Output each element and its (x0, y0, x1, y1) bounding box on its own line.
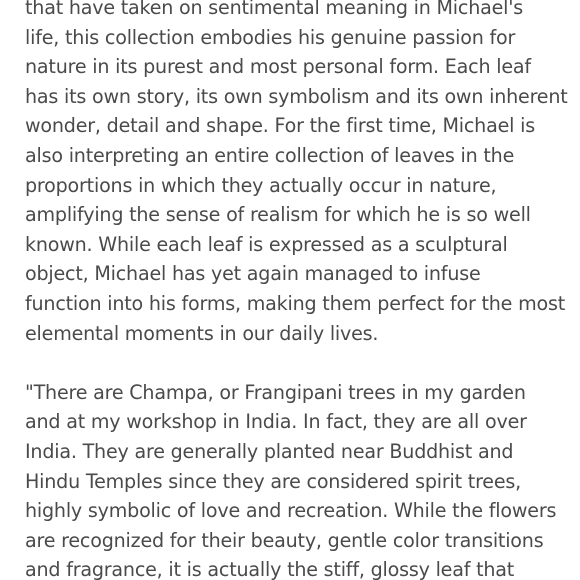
text-line: has its own story, its own symbolism and its own inherent (25, 84, 568, 108)
text-line: function into his forms, making them perfect for the most (25, 291, 565, 315)
text-line: are recognized for their beauty, gentle color transitions (25, 528, 544, 552)
article-body (25, 0, 568, 580)
text-line: life, this collection embodies his genuine passion for (25, 25, 516, 49)
text-line: elemental moments in our daily lives. (25, 321, 379, 345)
text-line: nature in its purest and most personal form. Each leaf (25, 55, 531, 79)
text-line: India. They are generally planted near Buddhist and (25, 439, 514, 463)
text-line: proportions in which they actually occur in nature, (25, 173, 497, 197)
text-line: "There are Champa, or Frangipani trees in my garden (25, 380, 526, 404)
text-line: wonder, detail and shape. For the first time, Michael is (25, 114, 535, 138)
text-line: highly symbolic of love and recreation. While the flowers (25, 499, 557, 523)
text-line: Hindu Temples since they are considered spirit trees, (25, 469, 522, 493)
text-line: and at my workshop in India. In fact, they are all over (25, 410, 527, 434)
text-line: amplifying the sense of realism for which he is so well (25, 203, 531, 227)
paragraph-collection-description (25, 0, 568, 348)
text-line: that have taken on sentimental meaning in Michael's (25, 0, 524, 19)
text-line: also interpreting an entire collection of leaves in the (25, 143, 515, 167)
text-line: and fragrance, it is actually the stiff, glossy leaf that (25, 558, 515, 580)
paragraph-quote (25, 378, 565, 580)
text-line: known. While each leaf is expressed as a sculptural (25, 232, 508, 256)
text-line: object, Michael has yet again managed to infuse (25, 262, 481, 286)
